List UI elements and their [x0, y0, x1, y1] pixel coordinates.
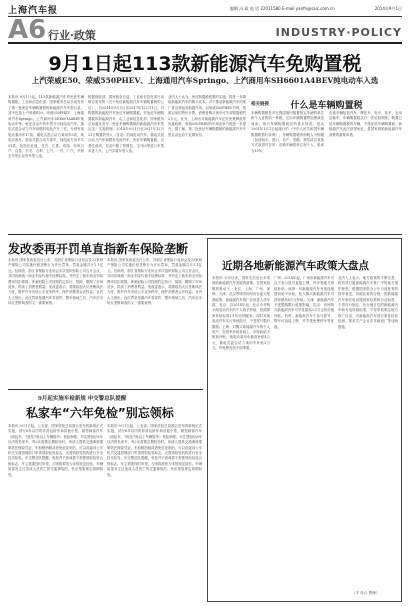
- lead-headline: 9月1日起113款新能源汽车免购置税: [48, 53, 362, 75]
- left-story2-col-1: 本报讯 9月1日起，公安部、国家质检总局联合发布的新规正式实施，试行6年以内的非营运轿车和其他小型、微型载客汽车（面包车、7座及7座以上车辆除外）免检制度。对注册登记6年以内的私家车，每2年需要定期检验时，申请人提供交通事故强制责任保险凭证、车船税纳税或者免征证明后，可以直接向公安机关交通管理部门申请领取检验标志，无需到检验机构进行安全技术检验。市交警总队提醒，免检并不意味着不需要领取检验合格标志，车主需要按时申领，否则将被视为未按规定检验。车辆如果发生过造成人员伤亡的交通事故的，仍应按原规定周期检验。: [8, 424, 103, 477]
- right-story-headline: 近期各地新能源汽车政策大盘点: [222, 260, 369, 272]
- lead-column-1: 本报讯 9月1日起，113款新能源汽车将免征车辆购置税。工业和信息化部、国家税务总局日前发布了第一批免征车辆购置税的新能源汽车车型目录，其中包括上汽荣威E50、荣威550PHEV、上海通用汽车Springo、上汽商用车SH6601A4BEV纯电动车等。免征目录中的车型分为纯电动汽车、插电式混合动力汽车和燃料电池汽车三类，分别有纯电动乘用车17款、插电式混合动力乘用车5款，纯电动客车、插电式混合动力客车、纯电动专用车共91款。包括比亚迪、北汽、江淮、奇瑞、东风日产、众泰、长安、吉利、上汽、一汽、广汽、华晨宝马等企业的车型入选。: [8, 95, 84, 159]
- lead-column-3: 业内人士认为，免征购置税政策的实施，将进一步降低新能源汽车的购买成本，对于推动新能源汽车的推广普及将起到积极作用。以荣威550PHEV为例，按照目前的售价计算，消费者购买该车可节省购置税约2万元。此外，上海市对新能源汽车还有免费牌照等优惠政策，荣威550PHEV的市场竞争力将进一步提升。据了解，第二批免征车辆购置税的新能源汽车车型目录也将于近期发布。: [168, 95, 246, 137]
- right-story-col-2: 广州：2014年起，广州市新能源汽车可以不参与摇号直接上牌，并享受地方财政补贴。深圳：对新能源汽车充电设施建设给予补贴，私人购买新能源汽车可获得最高6万元补贴。天津：新能源汽车不受限购限行政策影响。武汉：市民购买新能源汽车可享受最高3.5万元的市级补贴。杭州：新能源汽车不参与摇号，购车可直接上牌，并享受免费停车等优惠。: [274, 276, 334, 329]
- right-story-byline: （平 综合 整理）: [352, 591, 380, 595]
- editor-contact: 编辑 冯 政 电 话 22011580 E-mail yanfh@saic.com.cn: [230, 6, 335, 11]
- newspaper-brand: 上海汽车报: [8, 6, 59, 16]
- divider: [8, 389, 203, 390]
- left-story2-kicker: 9月起实施车检新规 申交警总队提醒: [38, 396, 127, 402]
- left-story2-col-2: 本报讯 9月1日起，公安部、国家质检总局联合发布的新规正式实施，试行6年以内的非营运轿车和其他小型、微型载客汽车（面包车、7座及7座以上车辆除外）免检制度。对注册登记6年以内的私家车，每2年需要定期检验时，申请人提供交通事故强制责任保险凭证、车船税纳税或者免征证明后，可以直接向公安机关交通管理部门申请领取检验标志，无需到检验机构进行安全技术检验。市交警总队提醒，免检并不意味着不需要领取检验合格标志，车主需要按时申领，否则将被视为未按规定检验。车辆如果发生过造成人员伤亡的交通事故的，仍应按原规定周期检验。: [107, 424, 202, 477]
- issue-date: 2014年9月1日: [374, 6, 402, 11]
- related-sidebar: [251, 95, 402, 232]
- lead-subhead: 上汽荣威E50、荣威550PHEV、上海通用汽车Springo、上汽商用车SH6601A4BEV纯电动车入选: [31, 76, 379, 85]
- sidebar-tag: 相关链接: [251, 102, 269, 107]
- left-story-col-1: 本报讯 国家发改委近日公布，对浙江省保险行业协会及23家财产保险公司实施价格垄断行为开出罚单，罚款金额共计1.1亿元。经调查，浙江省保险行业协会多次组织财险公司召开会议，共同协商统一商业车险代理手续费标准，并约定了新车商业车险费率折扣系数。涉案财险公司按照约定执行，排除、限制了市场竞争，损害了消费者利益。发改委表示，将继续加大反垄断执法力度，维护汽车市场公平竞争秩序，保护消费者合法权益。业内人士指出，此次罚单是继汽车零部件、整车领域之后，汽车后市场反垄断调查的又一重要案例。: [8, 258, 103, 306]
- sidebar-text-b: 应税车辆包括汽车、摩托车、电车、挂车、农用运输车。车辆购置税实行一次征收制度，购置已征车辆购置税的车辆，不再征收车辆购置税。新能源汽车此次获得免征，是国家鼓励新能源汽车消费的重要举措。: [329, 111, 402, 137]
- lead-column-2: 根据财政部、国家税务总局、工业和信息化部日前联合发布的《关于免征新能源汽车车辆购置税的公告》，自2014年9月1日至2017年12月31日，对购置的新能源汽车免征车辆购置税。对免征车辆购置税的新能源汽车，由工业和信息化部、国家税务总局通过发布《免征车辆购置税的新能源汽车车型目录》实施管理。2014年9月1日至2017年12月31日购置的列入《目录》的纯电动汽车、插电式混合动力汽车和燃料电池汽车，免征车辆购置税。记者注意到，目录中除了特斯拉、宝马i3等进口车型未进入外，上汽多款车型入选。: [88, 95, 164, 154]
- left-story-col-2: 本报讯 国家发改委近日公布，对浙江省保险行业协会及23家财产保险公司实施价格垄断行为开出罚单，罚款金额共计1.1亿元。经调查，浙江省保险行业协会多次组织财险公司召开会议，共同协商统一商业车险代理手续费标准，并约定了新车商业车险费率折扣系数。涉案财险公司按照约定执行，排除、限制了市场竞争，损害了消费者利益。发改委表示，将继续加大反垄断执法力度，维护汽车市场公平竞争秩序，保护消费者合法权益。业内人士指出，此次罚单是继汽车零部件、整车领域之后，汽车后市场反垄断调查的又一重要案例。: [107, 258, 202, 306]
- right-story-col-1: 本报讯 今年以来，国家先后出台多项鼓励新能源汽车发展的政策。在国家政策的推动下，北京、上海、广州、深圳、天津、武汉等城市纷纷出台地方配套政策，新能源汽车推广应用进入快车道。北京：自2014年起，北京市对购买纯电动汽车的个人给予补贴，按照国家补贴标准1:1的比例配套，同时对纯电动汽车实行单独摇号，不受尾号限行限制。上海：对购买新能源汽车的个人用户，在国家补贴基础上，市财政给予配套补贴，纯电动乘用车最高补贴4万元，插电式混合动力乘用车补贴3万元，并免费发放专用牌照。: [212, 276, 270, 351]
- section-name: 行业·政策: [48, 29, 96, 42]
- sidebar-text-a: 车辆购置税是对在我国境内购置规定车辆的单位和个人征收的一种税，它由车辆购置附加费演变而来。现行车辆购置税法的基本规范，是从2001年1月1日起施行的《中华人民共和国车辆购置税暂行条例》。车辆购置税的纳税人为购置（包括购买、进口、自产、受赠、获奖或以其他方式取得并自用）应税车辆的单位和个人，税率为10%。: [251, 111, 324, 153]
- left-story2-headline: 私家车“六年免检”别忘领标: [26, 406, 174, 420]
- section-name-en: INDUSTRY·POLICY: [275, 26, 402, 39]
- page-number: A6: [8, 15, 47, 45]
- masthead: [8, 3, 402, 17]
- right-story-col-3: 业内人士表示，地方政策的不断完善，将有效打破新能源汽车推广中的地方保护壁垒。根据国务院办公厅日前发布的指导意见，各地区要执行统一的新能源汽车和充电设施国家标准和行业标准，不得自行制定、出台地方性的新能源汽车和充电设施标准，不得采取制定地方推广目录、对新能源汽车进行重复检验检测、要求生产企业在本地设厂等违规措施。: [338, 276, 398, 329]
- sidebar-title: 什么是车辆购置税: [290, 101, 363, 111]
- section-band: [8, 15, 402, 45]
- divider: [8, 234, 402, 235]
- left-story-headline: 发改委再开罚单直指新车保险垄断: [8, 242, 189, 256]
